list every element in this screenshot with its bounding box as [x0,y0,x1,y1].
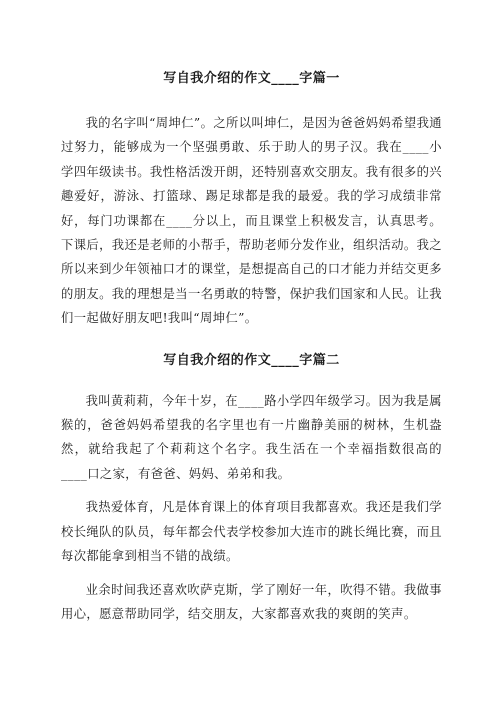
document-content [61,69,442,626]
section1-paragraph-1: 我的名字叫“周坤仁”。之所以叫坤仁，是因为爸爸妈妈希望我通过努力，能够成为一个坚强勇敢、乐于助人的男子汉。我在____小学四年级读书。我性格活泼开朗，还特别喜欢交朋友。我有很多的兴趣爱好，游泳、打篮球、踢足球都是我的最爱。我的学习成绩非常好，每门功课都在____分以上，而且课堂上积极发言，认真思考。下课后，我还是老师的小帮手，帮助老师分发作业，组织活动。我之所以来到少年领袖口才的课堂，是想提高自己的口才能力并结交更多的朋友。我的理想是当一名勇敢的特警，保护我们国家和人民。让我们一起做好朋友吧!我叫“周坤仁”。 [61,116,442,326]
section-title-1: 写自我介绍的作文____字篇一 [163,71,340,86]
section-title-2: 写自我介绍的作文____字篇二 [163,352,340,368]
section2-paragraph-1: 我叫黄莉莉，今年十岁，在____路小学四年级学习。因为我是属猴的，爸爸妈妈希望我的名字里也有一片幽静美丽的树林，生机盎然，就给我起了个莉莉这个名字。我生活在一个幸福指数很高的____口之家，有爸爸、妈妈、弟弟和我。 [61,393,442,481]
section2-paragraph-2: 我热爱体育，凡是体育课上的体育项目我都喜欢。我还是我们学校长绳队的队员，每年都会代表学校参加大连市的跳长绳比赛，而且每次都能拿到相当不错的战绩。 [61,500,442,564]
section2-paragraph-3: 业余时间我还喜欢吹萨克斯，学了刚好一年，吹得不错。我做事用心，愿意帮助同学，结交朋友，大家都喜欢我的爽朗的笑声。 [61,582,442,621]
